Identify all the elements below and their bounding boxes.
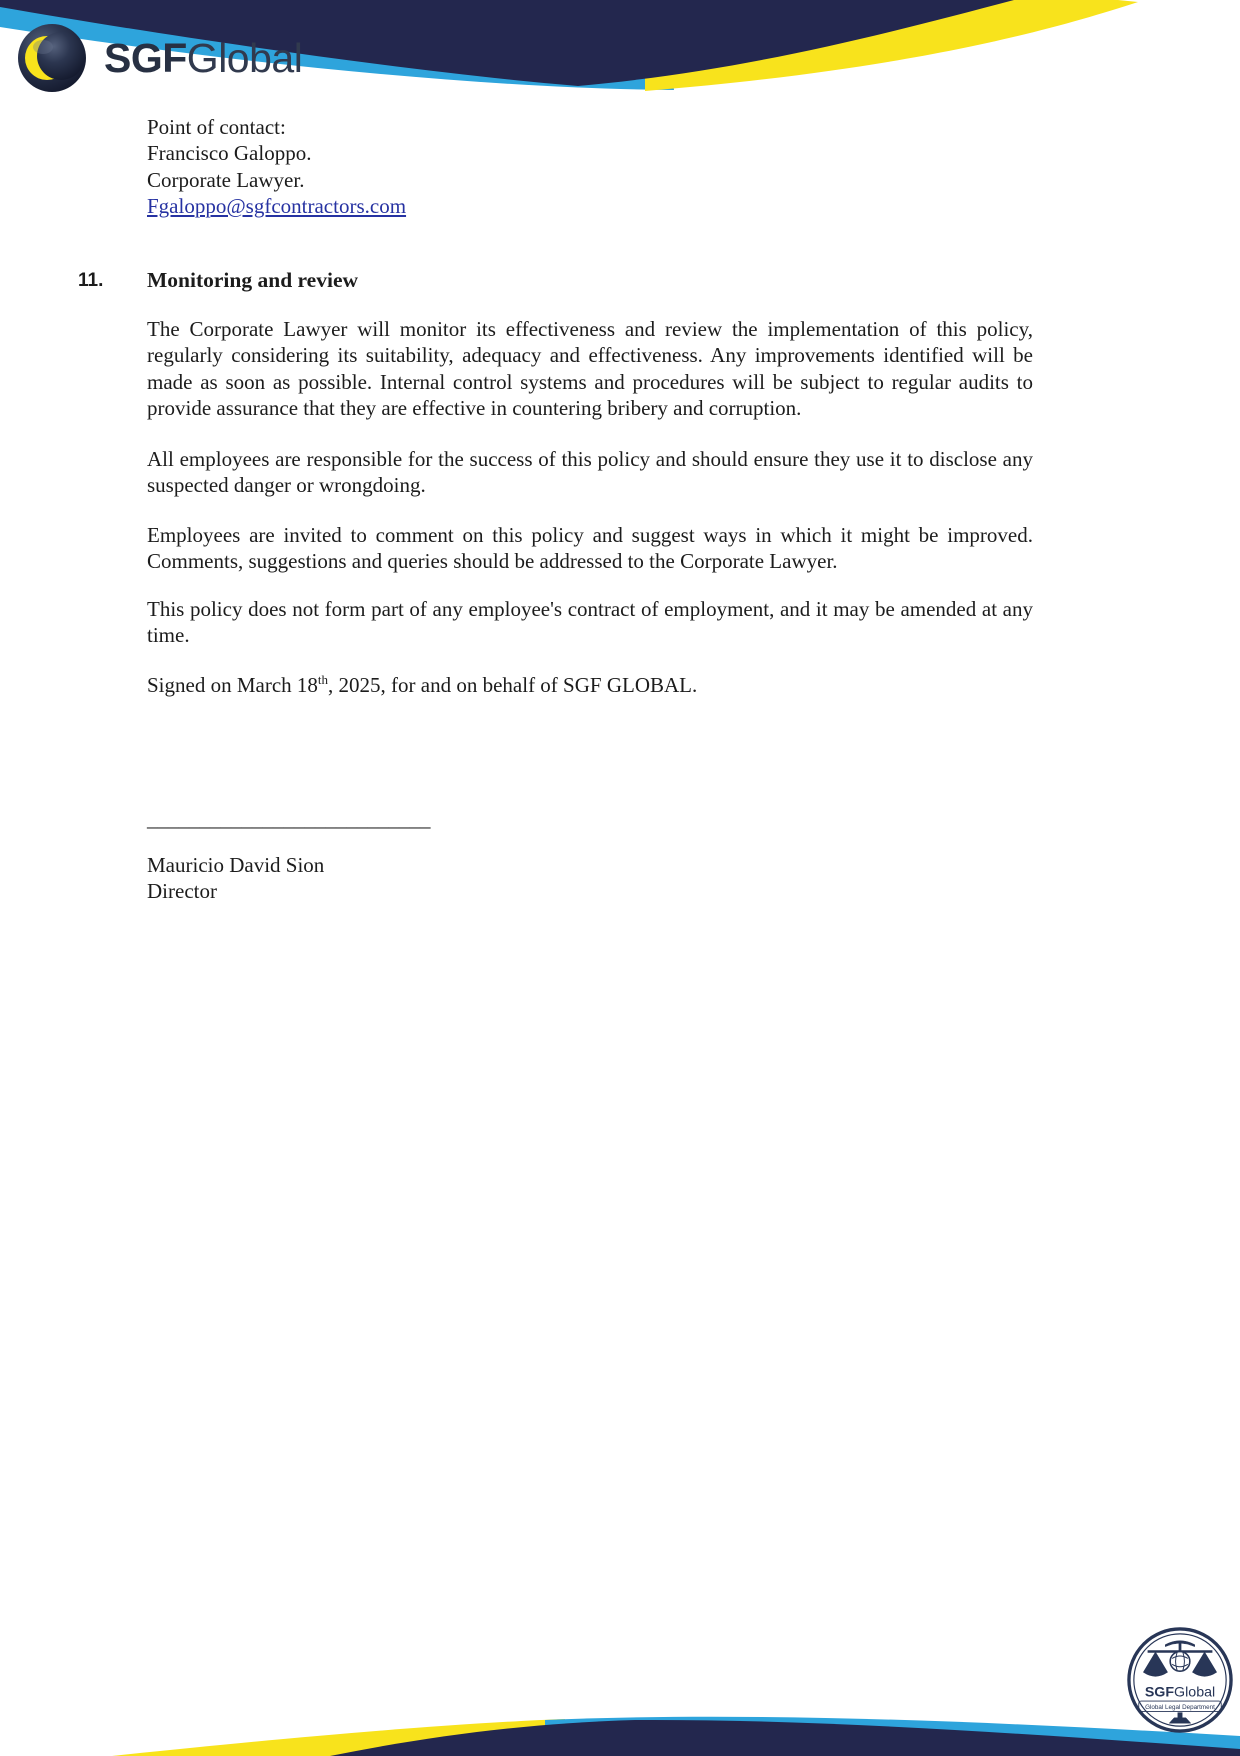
logo-wordmark	[104, 35, 302, 82]
section-number: 11.	[78, 270, 104, 291]
signature-rule: ___________________________	[147, 807, 431, 831]
paragraph-contract: This policy does not form part of any employee's contract of employment, and it may be amended at any time.	[147, 597, 1033, 648]
seal-text-light: Global	[1174, 1684, 1216, 1701]
signed-line	[147, 672, 1033, 698]
signatory-name: Mauricio David Sion	[147, 853, 325, 877]
contact-name: Francisco Galoppo.	[147, 141, 312, 166]
legal-seal	[1126, 1626, 1234, 1734]
seal-caption: Global Legal Department	[1145, 1703, 1215, 1711]
sgf-logo	[16, 22, 302, 94]
logo-text-bold: SGF	[104, 34, 187, 81]
logo-sphere-icon	[16, 22, 88, 94]
contact-title: Corporate Lawyer.	[147, 167, 305, 192]
signatory-role: Director	[147, 879, 217, 904]
paragraph-comments: Employees are invited to comment on this policy and suggest ways in which it might be improved. Comments, suggestions and queries should be addressed to the Corporate Lawyer.	[147, 523, 1033, 574]
signed-ordinal: th	[317, 672, 329, 687]
svg-text:SGFGlobal	[1145, 1685, 1215, 1701]
paragraph-monitoring: The Corporate Lawyer will monitor its effectiveness and review the implementation of this policy, regularly considering its suitability, adequacy and effectiveness. Any improvements identified will be made as soon as possible. Internal control systems and procedures will be subject to regular audits to provide assurance that they are effective in countering bribery and corruption.	[147, 317, 1033, 420]
contact-block	[147, 114, 1033, 219]
paragraph-responsibility: All employees are responsible for the success of this policy and should ensure they use it to disclose any suspected danger or wrongdoing.	[147, 447, 1033, 498]
signed-suffix: , 2025, for and on behalf of SGF GLOBAL.	[328, 673, 698, 697]
signed-prefix: Signed on March 18	[147, 673, 318, 697]
contact-email-link[interactable]: Fgaloppo@sgfcontractors.com	[147, 193, 407, 218]
footer-wave-decoration	[0, 1696, 1240, 1756]
seal-text-bold: SGF	[1144, 1684, 1175, 1701]
section-title: Monitoring and review	[147, 268, 359, 292]
contact-label: Point of contact:	[147, 115, 286, 139]
logo-text-light: Global	[186, 34, 303, 81]
signatory-block	[147, 852, 1033, 905]
